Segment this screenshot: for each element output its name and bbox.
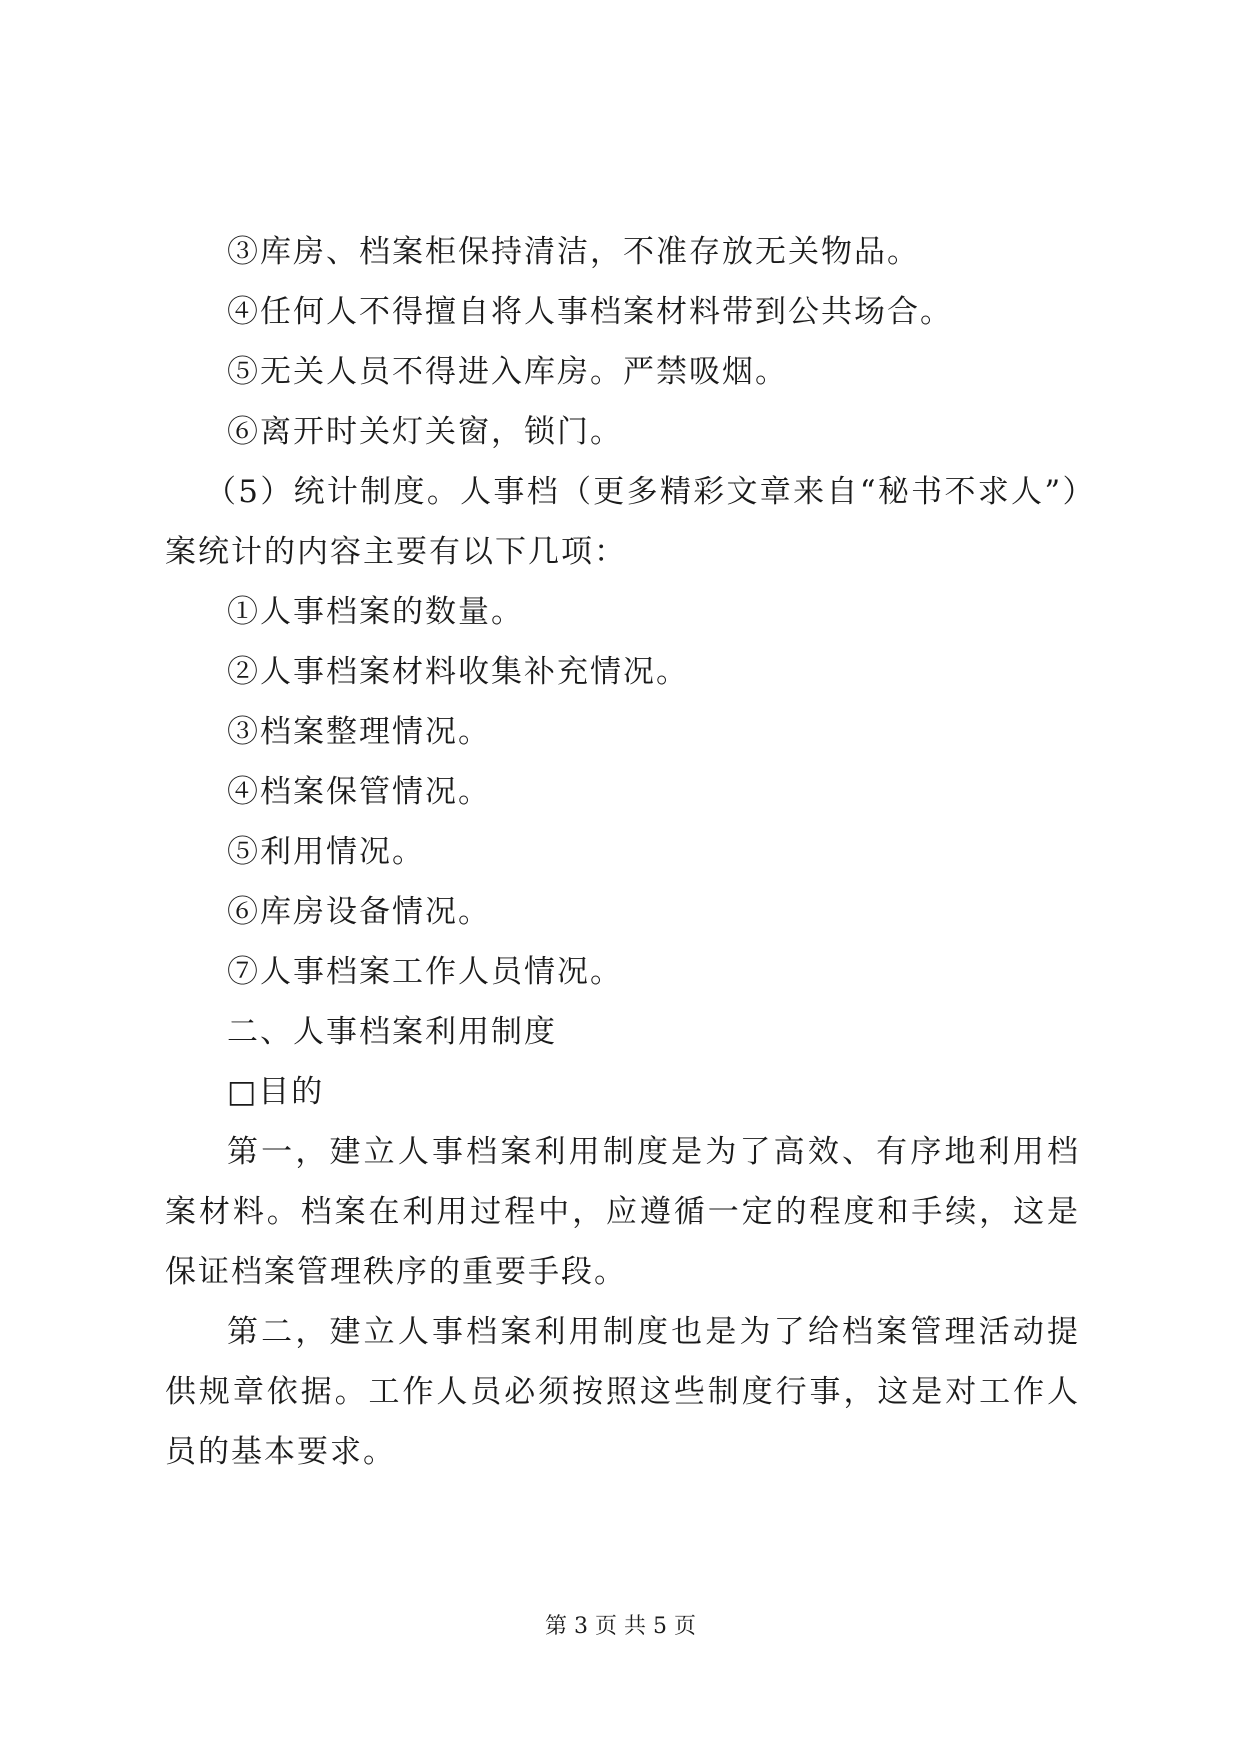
page-footer: 第 3 页 共 5 页 bbox=[545, 1614, 696, 1639]
list-item-collection-status: ②人事档案材料收集补充情况。 bbox=[227, 654, 689, 690]
paragraph-lights-off-lock: ⑥离开时关灯关窗，锁门。 bbox=[227, 414, 623, 450]
list-item-staff-status: ⑦人事档案工作人员情况。 bbox=[227, 954, 623, 990]
list-item-custody-status: ④档案保管情况。 bbox=[227, 774, 491, 810]
paragraph-statistics-system: （5）统计制度。人事档（更多精彩文章来自“秘书不求人”）案统计的内容主要有以下几项： bbox=[165, 474, 1080, 570]
section-heading-usage-system: 二、人事档案利用制度 bbox=[227, 1014, 557, 1050]
paragraph-storage-clean: ③库房、档案柜保持清洁，不准存放无关物品。 bbox=[227, 234, 920, 270]
list-item-equipment-status: ⑥库房设备情况。 bbox=[227, 894, 491, 930]
document-body bbox=[165, 222, 1080, 1482]
paragraph-second-purpose: 第二，建立人事档案利用制度也是为了给档案管理活动提供规章依据。工作人员必须按照这些制度行事，这是对工作人员的基本要求。 bbox=[165, 1314, 1080, 1470]
list-item-usage-status: ⑤利用情况。 bbox=[227, 834, 425, 870]
list-item-organization-status: ③档案整理情况。 bbox=[227, 714, 491, 750]
list-item-archive-count: ①人事档案的数量。 bbox=[227, 594, 524, 630]
paragraph-no-entry-no-smoking: ⑤无关人员不得进入库房。严禁吸烟。 bbox=[227, 354, 788, 390]
subheading-purpose: □目的 bbox=[227, 1074, 325, 1110]
paragraph-first-purpose: 第一，建立人事档案利用制度是为了高效、有序地利用档案材料。档案在利用过程中，应遵循一定的程度和手续，这是保证档案管理秩序的重要手段。 bbox=[165, 1134, 1080, 1290]
paragraph-no-public-removal: ④任何人不得擅自将人事档案材料带到公共场合。 bbox=[227, 294, 953, 330]
